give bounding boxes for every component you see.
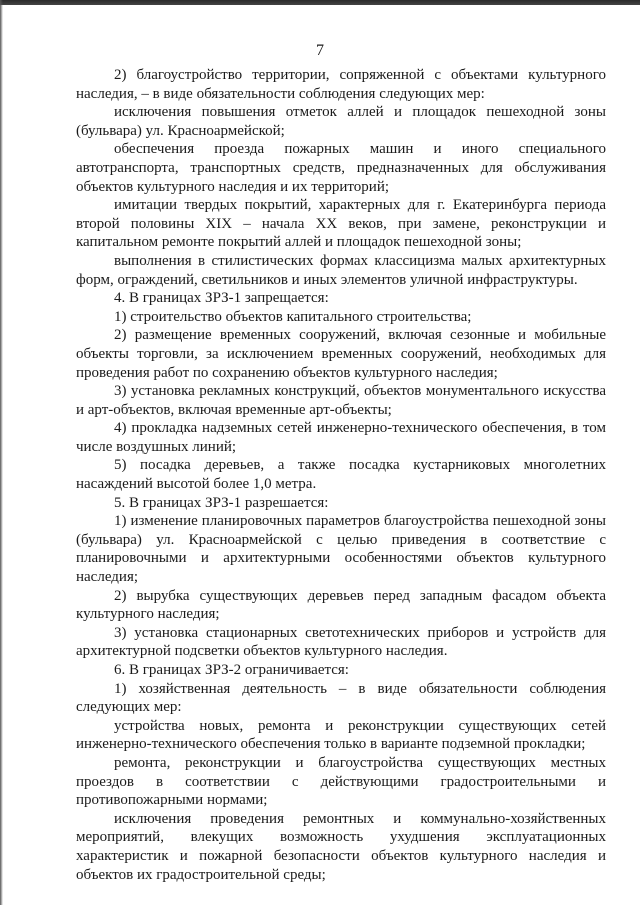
paragraph: 1) строительство объектов капитального строительства;: [114, 308, 472, 325]
section-heading: 4. В границах ЗРЗ-1 запрещается:: [114, 290, 329, 307]
paragraph: 1) изменение планировочных параметров благоустройства пешеходной зоны (бульвара) ул. Красноармейской с целью приведения в соответствие с планировочными и архитектурными особенностями объектов культурного наследия;: [76, 513, 606, 586]
page-number: 7: [316, 42, 324, 59]
paragraph: исключения проведения ремонтных и коммунально-хозяйственных мероприятий, влекущих возможность ухудшения эксплуатационных характеристик и пожарной безопасности объектов культурного наследия и объектов их градостроительной среды;: [76, 810, 606, 883]
paragraph: 4) прокладка надземных сетей инженерно-технического обеспечения, в том числе воздушных линий;: [76, 420, 606, 455]
paragraph: выполнения в стилистических формах классицизма малых архитектурных форм, ограждений, светильников и иных элементов уличной инфраструктуры.: [76, 252, 606, 288]
paragraph: 1) хозяйственная деятельность – в виде обязательности соблюдения следующих мер:: [76, 680, 606, 716]
paragraph: 5) посадка деревьев, а также посадка кустарниковых многолетних насаждений высотой более 1,0 метра.: [76, 457, 606, 493]
paragraph: обеспечения проезда пожарных машин и иного специального автотранспорта, транспортных средств, предназначенных для обслуживания объектов культурного наследия и их территорий;: [76, 141, 606, 195]
paragraph: ремонта, реконструкции и благоустройства существующих местных проездов в соответствии с действующими градостроительными и противопожарными нормами;: [76, 754, 606, 809]
scan-edge-top: [0, 0, 640, 5]
paragraph: 2) размещение временных сооружений, включая сезонные и мобильные объекты торговли, за исключением временных сооружений, необходимых для проведения работ по сохранению объектов культурного наследия;: [76, 327, 606, 381]
paragraph: исключения повышения отметок аллей и площадок пешеходной зоны (бульвара) ул. Красноармейской;: [76, 104, 606, 139]
paragraph: имитации твердых покрытий, характерных для г. Екатеринбурга периода второй половины XIX – начала XX веков, при замене, реконструкции и капитальном ремонте покрытий аллей и площадок пешеходной зоны;: [76, 197, 606, 251]
scan-edge-left: [0, 0, 3, 905]
paragraph: устройства новых, ремонта и реконструкции существующих сетей инженерно-технического обеспечения только в варианте подземной прокладки;: [76, 717, 606, 753]
section-heading: 6. В границах ЗРЗ-2 ограничивается:: [114, 662, 349, 678]
paragraph: 2) вырубка существующих деревьев перед западным фасадом объекта культурного наследия;: [76, 587, 606, 623]
document-body: [76, 66, 606, 884]
paragraph: 3) установка рекламных конструкций, объектов монументального искусства и арт-объектов, включая временные арт-объекты;: [76, 383, 606, 418]
paragraph: 3) установка стационарных светотехнических приборов и устройств для архитектурной подсветки объектов культурного наследия.: [76, 624, 606, 660]
paragraph: 2) благоустройство территории, сопряженной с объектами культурного наследия, – в виде обязательности соблюдения следующих мер:: [76, 67, 606, 102]
section-heading: 5. В границах ЗРЗ-1 разрешается:: [114, 494, 329, 511]
